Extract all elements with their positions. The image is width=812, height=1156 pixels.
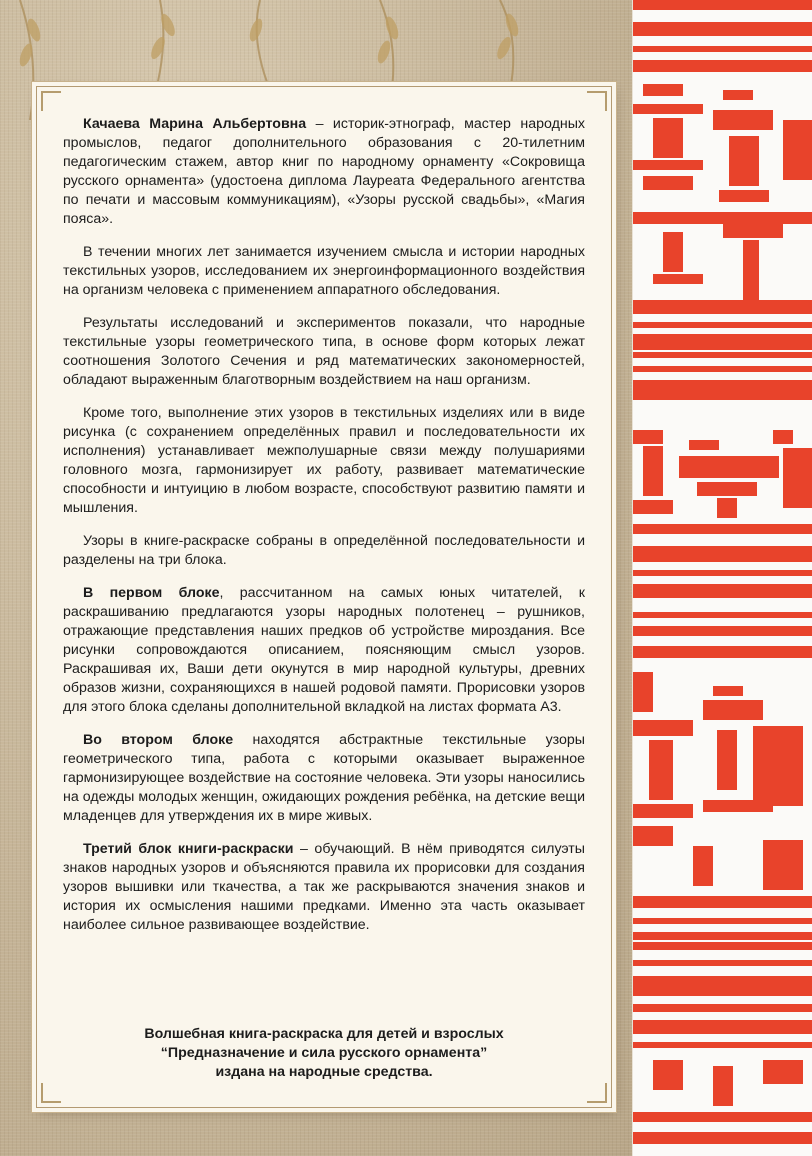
footer-line: издана на народные средства.: [215, 1064, 433, 1080]
paragraph-research: В течении многих лет занимается изучением смысла и истории народных текстильных узоров, исследованием их энергоинформационного воздействия на организм человека с применением аппаратного обследования.: [63, 244, 585, 298]
paragraph-results: Результаты исследований и экспериментов показали, что народные текстильные узоры геометрического типа, в основе форм которых лежат соотношения Золотого Сечения и ряд математических закономерностей, обладают выраженным благотворным воздействием на наш организм.: [63, 315, 585, 388]
paragraph-block-two: Во втором блоке находятся абстрактные текстильные узоры геометрического типа, работа с которыми оказывает выраженное гармонизирующее воздействие на состояние человека. Эти узоры наносились на одежды молодых женщин, ожидающих рождения ребёнка, на детские вещи младенцев для утверждения их в мире живых.: [63, 732, 585, 824]
article-text: [63, 115, 585, 949]
paragraph-block-one: В первом блоке, рассчитанном на самых юных читателей, к раскрашиванию предлагаются узоры народных полотенец – рушников, отражающие представления наших предков об устройстве мироздания. Все рисунки сопровождаются описанием, поясняющим смысл узоров. Раскрашивая их, Ваши дети окунутся в мир народной культуры, древних образов жизни, сохраняющихся в нашей родовой памяти. Прорисовки узоров для этого блока сделаны дополнительной вкладкой на листах формата А3.: [63, 585, 585, 715]
paragraph-author: Качаева Марина Альбертовна – историк-этнограф, мастер народных промыслов, педагог дополнительного образования с 20-тилетним педагогическим стажем, автор книг по народному орнаменту «Сокровища русского орнамента» (удостоена диплома Лауреата Федерального агентства по печати и массовым коммуникациям), «Узоры русской свадьбы», «Магия пояса».: [63, 116, 585, 227]
paragraph-benefits: Кроме того, выполнение этих узоров в текстильных изделиях или в виде рисунка (с сохранением определённых правил и последовательности их исполнения) устанавливает межполушарные связи между полушариями головного мозга, гармонизирует их работу, развивает математические способности и интуицию в любом возрасте, способствуют развитию памяти и мышления.: [63, 405, 585, 516]
ornament-pattern: [633, 0, 812, 1156]
footer-statement: [63, 1025, 585, 1082]
corner-ornament: [41, 91, 61, 111]
paragraph-blocks: Узоры в книге-раскраске собраны в определённой последовательности и разделены на три блока.: [63, 533, 585, 568]
text-card: [36, 86, 612, 1108]
author-name: Качаева Марина Альбертовна: [83, 116, 307, 132]
corner-ornament: [41, 1083, 61, 1103]
footer-line: Волшебная книга-раскраска для детей и взрослых: [144, 1026, 504, 1042]
corner-ornament: [587, 1083, 607, 1103]
paragraph-block-three: Третий блок книги-раскраски – обучающий. В нём приводятся силуэты знаков народных узоров и объясняются правила их прорисовки для создания узоров вышивки или ткачества, а так же раскрываются значения знаков и история их осмысления нашими предками. Именно эта часть оказывает наиболее сильное развивающее воздействие.: [63, 841, 585, 933]
corner-ornament: [587, 91, 607, 111]
footer-line: “Предназначение и сила русского орнамента”: [160, 1045, 488, 1061]
ornament-band: [632, 0, 812, 1156]
